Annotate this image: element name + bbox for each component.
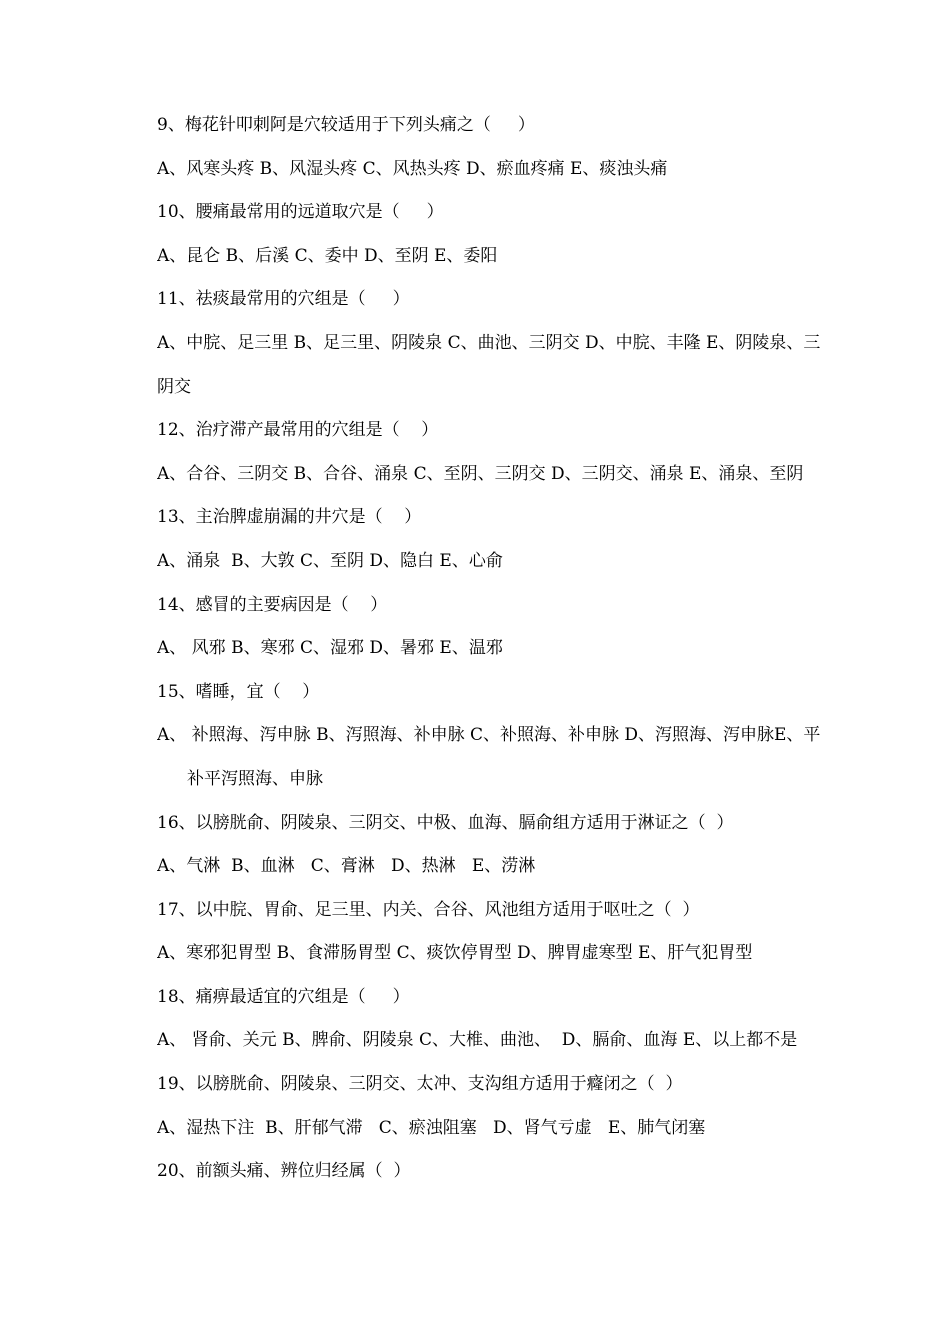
question-11: 11、祛痰最常用的穴组是（ ） [157, 289, 410, 310]
question-16: 16、以膀胱俞、阴陵泉、三阴交、中极、血海、膈俞组方适用于淋证之（ ） [157, 812, 734, 833]
question-9: 9、梅花针叩刺阿是穴较适用于下列头痛之（ ） [157, 115, 535, 135]
question-13: 13、主治脾虚崩漏的井穴是（ ） [157, 507, 422, 528]
question-14: 14、感冒的主要病因是（ ） [157, 594, 388, 615]
question-15: 15、嗜睡，宜（ ） [157, 681, 320, 702]
options-16: A、气淋 B、血淋 C、膏淋 D、热淋 E、涝淋 [157, 856, 536, 877]
options-17: A、寒邪犯胃型 B、食滞肠胃型 C、痰饮停胃型 D、脾胃虚寒型 E、肝气犯胃型 [157, 943, 753, 964]
options-10: A、昆仑 B、后溪 C、委中 D、至阴 E、委阳 [157, 245, 498, 266]
options-13: A、涌泉 B、大敦 C、至阴 D、隐白 E、心俞 [157, 550, 503, 571]
options-19: A、湿热下注 B、肝郁气滞 C、瘀浊阻塞 D、肾气亏虚 E、肺气闭塞 [157, 1117, 706, 1138]
options-11: A、中脘、足三里 B、足三里、阴陵泉 C、曲池、三阴交 D、中脘、丰隆 E、阴陵泉、三 [157, 332, 821, 353]
question-19: 19、以膀胱俞、阴陵泉、三阴交、太冲、支沟组方适用于癃闭之（ ） [157, 1074, 683, 1095]
question-17: 17、以中脘、胃俞、足三里、内关、合谷、风池组方适用于呕吐之（ ） [157, 899, 700, 920]
options-14: A、 风邪 B、寒邪 C、湿邪 D、暑邪 E、温邪 [157, 638, 503, 659]
options-12: A、合谷、三阴交 B、合谷、涌泉 C、至阴、三阴交 D、三阴交、涌泉 E、涌泉、至阴 [157, 463, 804, 484]
options-9: A、风寒头疼 B、风湿头疼 C、风热头疼 D、瘀血疼痛 E、痰浊头痛 [157, 158, 668, 179]
question-12: 12、治疗滞产最常用的穴组是（ ） [157, 420, 439, 441]
options-15-continued: 补平泻照海、申脉 [187, 768, 323, 789]
question-20: 20、前额头痛、辨位归经属（ ） [157, 1161, 411, 1182]
options-11-continued: 阴交 [157, 376, 191, 397]
question-10: 10、腰痛最常用的远道取穴是（ ） [157, 202, 444, 223]
options-18: A、 肾俞、关元 B、脾俞、阴陵泉 C、大椎、曲池、 D、膈俞、血海 E、以上都不是 [157, 1030, 798, 1051]
question-list [157, 104, 837, 1194]
question-18: 18、痛痹最适宜的穴组是（ ） [157, 986, 410, 1007]
options-15: A、 补照海、泻申脉 B、泻照海、补申脉 C、补照海、补申脉 D、泻照海、泻申脉E、平 [157, 725, 821, 746]
